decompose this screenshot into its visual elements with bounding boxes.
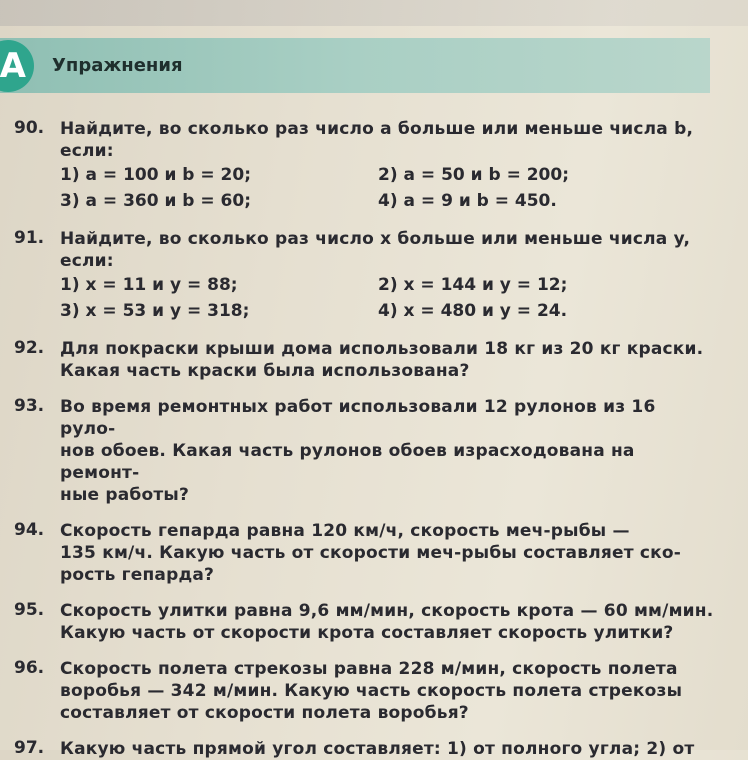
exercise-list: [14, 118, 714, 760]
exercise-number: 96.: [14, 658, 45, 678]
exercise-text-line: Какая часть краски была использована?: [60, 361, 470, 381]
options-row: [60, 298, 714, 324]
option: 3) x = 53 и y = 318;: [60, 301, 250, 321]
exercise-number: 90.: [14, 118, 45, 138]
exercise-number: 94.: [14, 520, 45, 540]
exercise-text-line: если:: [60, 141, 114, 161]
exercise-text-line: Какую часть от скорости крота составляет скорость улитки?: [60, 623, 674, 643]
exercise-number: 95.: [14, 600, 45, 620]
exercise-text-line: Какую часть прямой угол составляет: 1) от полного угла; 2) от: [60, 739, 695, 759]
exercise-text-line: Найдите, во сколько раз число a больше или меньше числа b,: [60, 119, 694, 139]
exercise-text-line: Найдите, во сколько раз число x больше или меньше числа y,: [60, 229, 691, 249]
section-title: Упражнения: [52, 55, 183, 76]
exercise-text-line: составляет от скорости полета воробья?: [60, 703, 469, 723]
options-row: [60, 272, 714, 298]
exercise-number: 91.: [14, 228, 45, 248]
exercise-95: [14, 600, 714, 644]
exercise-text-line: Скорость улитки равна 9,6 мм/мин, скорость крота — 60 мм/мин.: [60, 601, 714, 621]
exercise-number: 92.: [14, 338, 45, 358]
option: 2) a = 50 и b = 200;: [378, 165, 570, 185]
exercise-96: [14, 658, 714, 724]
exercise-text-line: если:: [60, 251, 114, 271]
exercise-90: [14, 118, 714, 214]
exercise-91: [14, 228, 714, 324]
exercise-text-line: воробья — 342 м/мин. Какую часть скорость полета стрекозы: [60, 681, 683, 701]
option: 3) a = 360 и b = 60;: [60, 191, 252, 211]
options-row: [60, 188, 714, 214]
option: 1) a = 100 и b = 20;: [60, 165, 252, 185]
exercise-97: [14, 738, 714, 760]
exercise-number: 97.: [14, 738, 45, 758]
exercise-text-line: 135 км/ч. Какую часть от скорости меч-рыбы составляет ско-: [60, 543, 682, 563]
options-row: [60, 162, 714, 188]
exercise-94: [14, 520, 714, 586]
option: 4) x = 480 и y = 24.: [378, 301, 568, 321]
exercise-93: [14, 396, 714, 506]
exercise-92: [14, 338, 714, 382]
option: 4) a = 9 и b = 450.: [378, 191, 557, 211]
exercise-number: 93.: [14, 396, 45, 416]
exercise-text-line: Скорость гепарда равна 120 км/ч, скорость меч-рыбы —: [60, 521, 630, 541]
option: 1) x = 11 и y = 88;: [60, 275, 238, 295]
exercise-text-line: Во время ремонтных работ использовали 12 рулонов из 16 руло-: [60, 397, 656, 439]
option: 2) x = 144 и y = 12;: [378, 275, 568, 295]
exercise-text-line: Для покраски крыши дома использовали 18 кг из 20 кг краски.: [60, 339, 704, 359]
exercise-text-line: ные работы?: [60, 485, 190, 505]
exercise-text-line: Скорость полета стрекозы равна 228 м/мин, скорость полета: [60, 659, 678, 679]
exercise-text-line: рость гепарда?: [60, 565, 215, 585]
exercise-text-line: нов обоев. Какая часть рулонов обоев израсходована на ремонт-: [60, 441, 635, 483]
previous-page-bleed: [0, 0, 748, 26]
section-badge-letter: A: [0, 46, 26, 86]
